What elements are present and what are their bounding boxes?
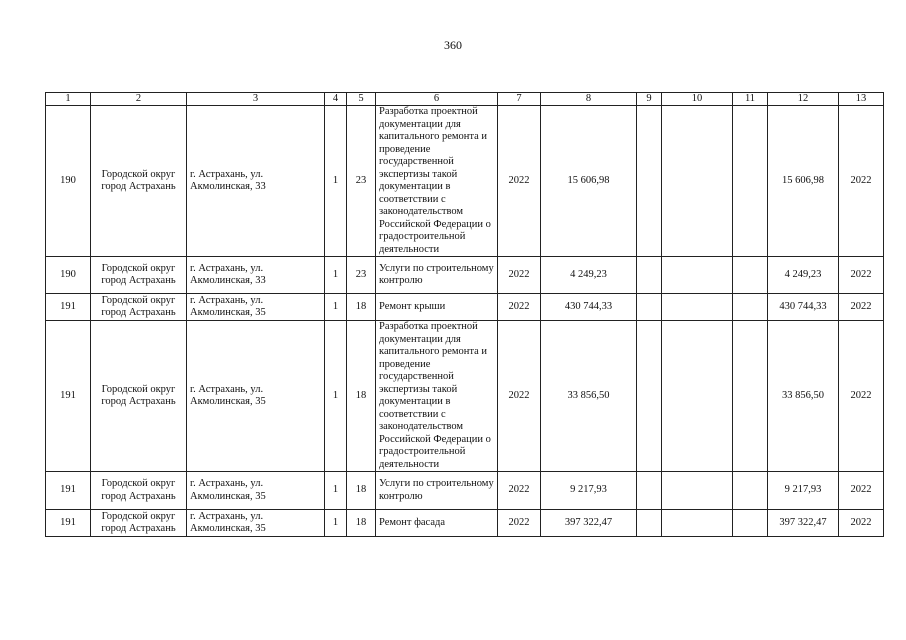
col11-cell bbox=[733, 257, 768, 294]
col10-cell bbox=[662, 294, 733, 321]
total-cost-cell: 9 217,93 bbox=[768, 472, 839, 510]
column-header: 12 bbox=[768, 93, 839, 106]
year-cell: 2022 bbox=[839, 510, 884, 537]
col5-cell: 18 bbox=[347, 294, 376, 321]
col10-cell bbox=[662, 510, 733, 537]
col4-cell: 1 bbox=[325, 257, 347, 294]
col10-cell bbox=[662, 321, 733, 472]
work-type-cell: Разработка проектной документации для капитального ремонта и проведение государственной экспертизы такой документации в соответствии с законодательством Российской Федерации о градостроительной деятельности bbox=[376, 106, 498, 257]
col4-cell: 1 bbox=[325, 472, 347, 510]
col9-cell bbox=[637, 472, 662, 510]
table-row bbox=[46, 472, 884, 510]
address-cell: г. Астрахань, ул. Акмолинская, 33 bbox=[187, 257, 325, 294]
table-row bbox=[46, 294, 884, 321]
row-number: 191 bbox=[46, 321, 91, 472]
column-header: 13 bbox=[839, 93, 884, 106]
row-number: 191 bbox=[46, 294, 91, 321]
page-number: 360 bbox=[444, 38, 462, 52]
work-type-cell: Ремонт фасада bbox=[376, 510, 498, 537]
col11-cell bbox=[733, 321, 768, 472]
municipality-cell: Городской округ город Астрахань bbox=[91, 510, 187, 537]
year-cell: 2022 bbox=[839, 472, 884, 510]
col5-cell: 18 bbox=[347, 472, 376, 510]
col10-cell bbox=[662, 257, 733, 294]
row-number: 191 bbox=[46, 510, 91, 537]
column-number-row bbox=[46, 93, 884, 106]
cost-cell: 430 744,33 bbox=[541, 294, 637, 321]
municipality-cell: Городской округ город Астрахань bbox=[91, 472, 187, 510]
col5-cell: 23 bbox=[347, 106, 376, 257]
year-cell: 2022 bbox=[498, 472, 541, 510]
table-row bbox=[46, 106, 884, 257]
column-header: 2 bbox=[91, 93, 187, 106]
column-header: 10 bbox=[662, 93, 733, 106]
col5-cell: 18 bbox=[347, 510, 376, 537]
total-cost-cell: 15 606,98 bbox=[768, 106, 839, 257]
year-cell: 2022 bbox=[498, 106, 541, 257]
year-cell: 2022 bbox=[839, 321, 884, 472]
work-type-cell: Ремонт крыши bbox=[376, 294, 498, 321]
col10-cell bbox=[662, 472, 733, 510]
cost-cell: 4 249,23 bbox=[541, 257, 637, 294]
col9-cell bbox=[637, 294, 662, 321]
row-number: 191 bbox=[46, 472, 91, 510]
column-header: 7 bbox=[498, 93, 541, 106]
total-cost-cell: 33 856,50 bbox=[768, 321, 839, 472]
table-row bbox=[46, 510, 884, 537]
col5-cell: 18 bbox=[347, 321, 376, 472]
cost-cell: 15 606,98 bbox=[541, 106, 637, 257]
cost-cell: 9 217,93 bbox=[541, 472, 637, 510]
column-header: 1 bbox=[46, 93, 91, 106]
col10-cell bbox=[662, 106, 733, 257]
total-cost-cell: 4 249,23 bbox=[768, 257, 839, 294]
column-header: 4 bbox=[325, 93, 347, 106]
work-type-cell: Услуги по строительному контролю bbox=[376, 257, 498, 294]
cost-cell: 33 856,50 bbox=[541, 321, 637, 472]
year-cell: 2022 bbox=[839, 257, 884, 294]
column-header: 3 bbox=[187, 93, 325, 106]
column-header: 11 bbox=[733, 93, 768, 106]
capital-repair-table bbox=[45, 92, 884, 537]
col9-cell bbox=[637, 510, 662, 537]
municipality-cell: Городской округ город Астрахань bbox=[91, 106, 187, 257]
col11-cell bbox=[733, 472, 768, 510]
year-cell: 2022 bbox=[498, 510, 541, 537]
year-cell: 2022 bbox=[839, 294, 884, 321]
col4-cell: 1 bbox=[325, 106, 347, 257]
column-header: 8 bbox=[541, 93, 637, 106]
work-type-cell: Услуги по строительному контролю bbox=[376, 472, 498, 510]
col9-cell bbox=[637, 106, 662, 257]
row-number: 190 bbox=[46, 106, 91, 257]
address-cell: г. Астрахань, ул. Акмолинская, 35 bbox=[187, 472, 325, 510]
col4-cell: 1 bbox=[325, 510, 347, 537]
address-cell: г. Астрахань, ул. Акмолинская, 35 bbox=[187, 510, 325, 537]
row-number: 190 bbox=[46, 257, 91, 294]
work-type-cell: Разработка проектной документации для капитального ремонта и проведение государственной экспертизы такой документации в соответствии с законодательством Российской Федерации о градостроительной деятельности bbox=[376, 321, 498, 472]
municipality-cell: Городской округ город Астрахань bbox=[91, 321, 187, 472]
municipality-cell: Городской округ город Астрахань bbox=[91, 257, 187, 294]
total-cost-cell: 397 322,47 bbox=[768, 510, 839, 537]
municipality-cell: Городской округ город Астрахань bbox=[91, 294, 187, 321]
col11-cell bbox=[733, 294, 768, 321]
col4-cell: 1 bbox=[325, 294, 347, 321]
col11-cell bbox=[733, 106, 768, 257]
column-header: 5 bbox=[347, 93, 376, 106]
year-cell: 2022 bbox=[498, 257, 541, 294]
year-cell: 2022 bbox=[498, 294, 541, 321]
col9-cell bbox=[637, 321, 662, 472]
col9-cell bbox=[637, 257, 662, 294]
col4-cell: 1 bbox=[325, 321, 347, 472]
table-row bbox=[46, 257, 884, 294]
column-header: 9 bbox=[637, 93, 662, 106]
address-cell: г. Астрахань, ул. Акмолинская, 35 bbox=[187, 294, 325, 321]
address-cell: г. Астрахань, ул. Акмолинская, 33 bbox=[187, 106, 325, 257]
address-cell: г. Астрахань, ул. Акмолинская, 35 bbox=[187, 321, 325, 472]
total-cost-cell: 430 744,33 bbox=[768, 294, 839, 321]
year-cell: 2022 bbox=[498, 321, 541, 472]
col5-cell: 23 bbox=[347, 257, 376, 294]
cost-cell: 397 322,47 bbox=[541, 510, 637, 537]
column-header: 6 bbox=[376, 93, 498, 106]
col11-cell bbox=[733, 510, 768, 537]
year-cell: 2022 bbox=[839, 106, 884, 257]
table-row bbox=[46, 321, 884, 472]
